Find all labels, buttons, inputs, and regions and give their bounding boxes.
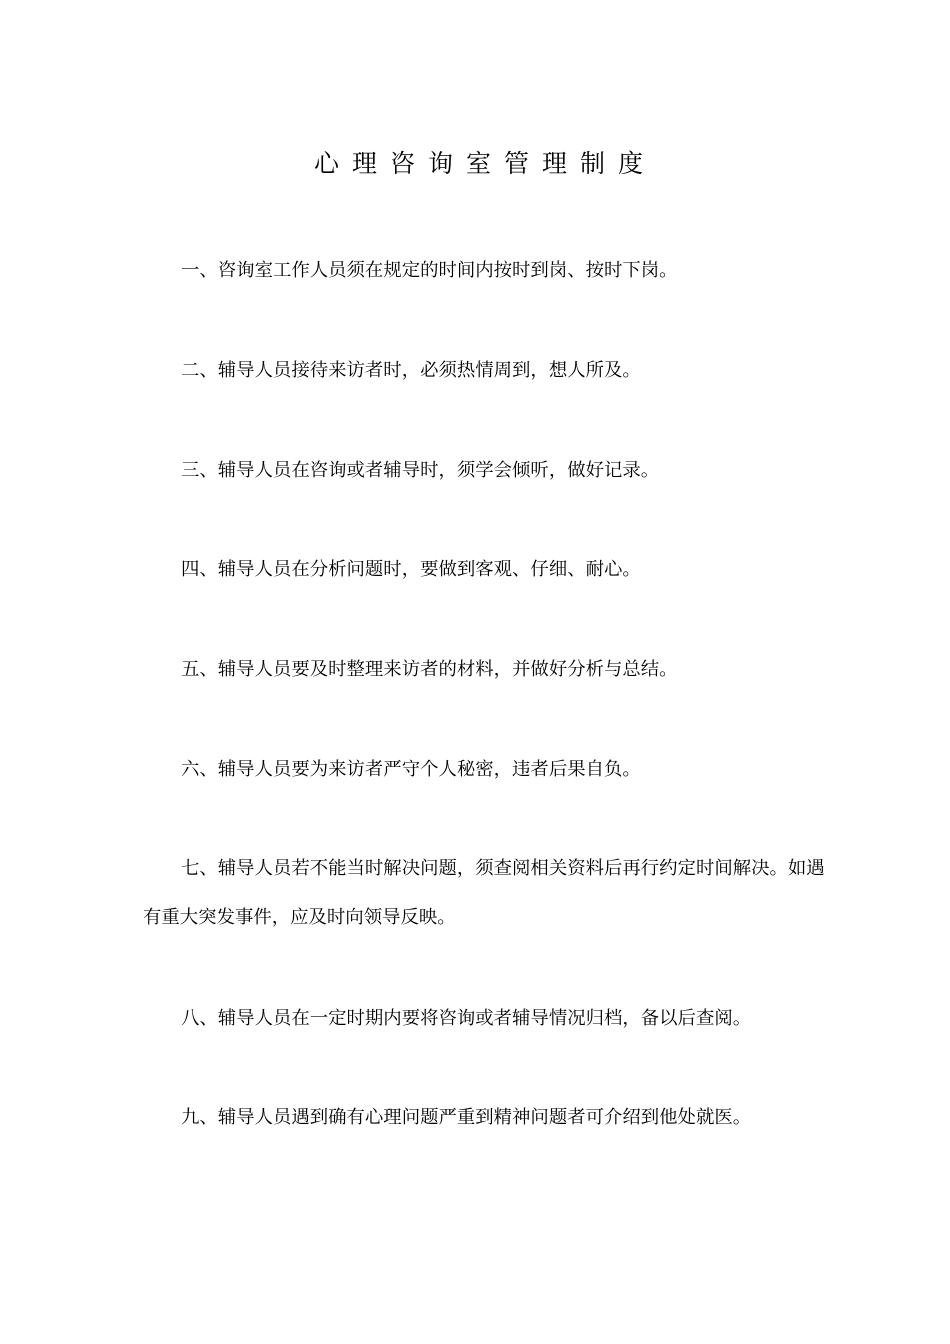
clause-5: 五、辅导人员要及时整理来访者的材料，并做好分析与总结。 [181,659,678,680]
clause-7: 七、辅导人员若不能当时解决问题，须查阅相关资料后再行约定时间解决。如遇有重大突发事件，应及时向领导反映。 [143,858,825,928]
clause-2: 二、辅导人员接待来访者时，必须热情周到，想人所及。 [181,360,641,381]
clause-8: 八、辅导人员在一定时期内要将咨询或者辅导情况归档，备以后查阅。 [181,1008,752,1029]
document-title: 心理咨询室管理制度 [313,149,656,178]
clause-4: 四、辅导人员在分析问题时，要做到客观、仔细、耐心。 [181,559,641,580]
clause-9: 九、辅导人员遇到确有心理问题严重到精神问题者可介绍到他处就医。 [181,1107,752,1128]
clause-3: 三、辅导人员在咨询或者辅导时，须学会倾听，做好记录。 [181,460,660,481]
clause-6: 六、辅导人员要为来访者严守个人秘密，违者后果自负。 [181,759,641,780]
clause-1: 一、咨询室工作人员须在规定的时间内按时到岗、按时下岗。 [181,260,678,281]
